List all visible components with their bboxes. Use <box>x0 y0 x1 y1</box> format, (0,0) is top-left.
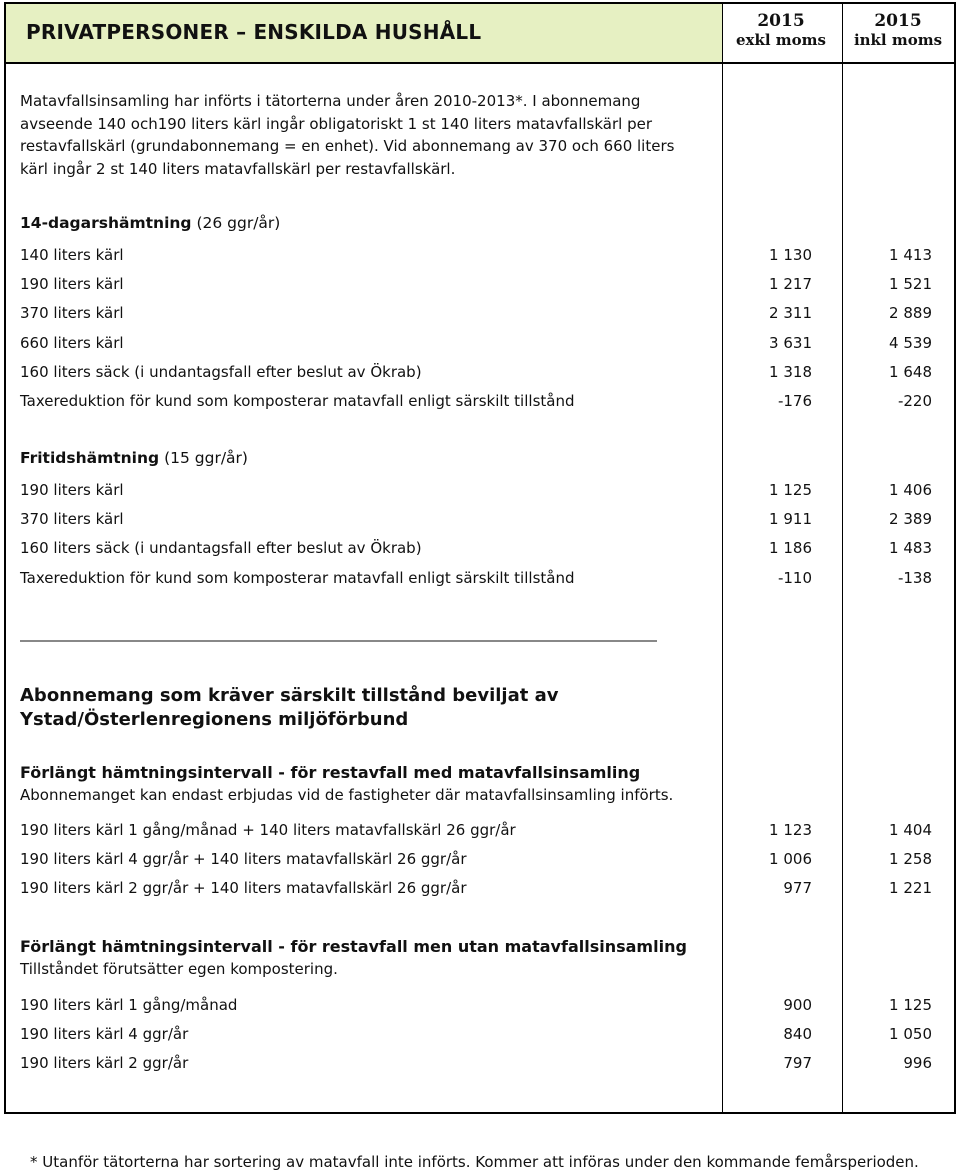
price-exkl-moms: 1 911 <box>769 510 812 529</box>
price-exkl-moms: 1 217 <box>769 275 812 294</box>
price-inkl-moms: 1 648 <box>889 362 932 381</box>
row-label: 160 liters säck (i undantagsfall efter beslut av Ökrab) <box>20 362 422 381</box>
price-inkl-moms: 1 413 <box>889 246 932 264</box>
price-inkl-moms: 1 221 <box>889 879 932 898</box>
price-inkl-moms: 1 125 <box>889 996 932 1014</box>
row-label: 190 liters kärl 1 gång/månad <box>20 996 238 1014</box>
section-suffix: (26 ggr/år) <box>191 214 281 232</box>
row-label: 190 liters kärl 1 gång/månad + 140 liters matavfallskärl 26 ggr/år <box>20 821 516 839</box>
table-row <box>20 569 936 591</box>
price-inkl-moms: 1 050 <box>889 1025 932 1044</box>
table-header <box>6 4 722 64</box>
section-suffix: (15 ggr/år) <box>159 449 248 467</box>
table-row <box>20 304 936 326</box>
section-note-without-food-waste: Tillståndet förutsätter egen kompostering. <box>20 960 338 978</box>
price-inkl-moms: 1 404 <box>889 821 932 839</box>
col-header-exkl <box>722 12 840 49</box>
table-row <box>20 275 936 297</box>
price-exkl-moms: 900 <box>783 996 812 1014</box>
section-note-with-food-waste: Abonnemanget kan endast erbjudas vid de fastigheter där matavfallsinsamling införts. <box>20 786 674 804</box>
price-exkl-moms: -110 <box>777 568 812 587</box>
table-row <box>20 481 936 503</box>
table-row <box>20 539 936 561</box>
section-heading-14-dagars <box>20 214 280 232</box>
price-inkl-moms: 1 258 <box>889 850 932 869</box>
table-row <box>20 879 936 901</box>
price-inkl-moms: 2 889 <box>889 304 932 323</box>
table-row <box>20 1054 936 1076</box>
price-exkl-moms: 1 186 <box>769 539 812 558</box>
table-row <box>20 1025 936 1047</box>
price-inkl-moms: 1 483 <box>889 539 932 558</box>
price-inkl-moms: 1 521 <box>889 275 932 294</box>
row-label: 370 liters kärl <box>20 304 124 323</box>
price-inkl-moms: 996 <box>903 1054 932 1073</box>
row-label: 190 liters kärl 4 ggr/år + 140 liters matavfallskärl 26 ggr/år <box>20 850 467 869</box>
row-label: 660 liters kärl <box>20 333 124 352</box>
section-title: 14-dagarshämtning <box>20 214 192 232</box>
col-header-inkl-year: 2015 <box>874 11 922 31</box>
row-label: Taxereduktion för kund som komposterar matavfall enligt särskilt tillstånd <box>20 392 575 410</box>
price-exkl-moms: 1 125 <box>769 481 812 499</box>
table-row <box>20 850 936 872</box>
row-label: 370 liters kärl <box>20 510 124 529</box>
section-heading-without-food-waste: Förlängt hämtningsintervall - för restavfall men utan matavfallsinsamling <box>20 937 687 956</box>
divider-line <box>20 640 657 642</box>
price-exkl-moms: 1 130 <box>769 246 812 264</box>
price-inkl-moms: -138 <box>897 568 932 587</box>
page-title: PRIVATPERSONER – ENSKILDA HUSHÅLL <box>26 20 482 44</box>
price-inkl-moms: 4 539 <box>889 333 932 352</box>
table-row <box>20 363 936 385</box>
price-exkl-moms: 977 <box>783 879 812 898</box>
price-exkl-moms: 1 123 <box>769 821 812 839</box>
row-label: 190 liters kärl <box>20 481 124 499</box>
table-row <box>20 996 936 1018</box>
row-label: 190 liters kärl 2 ggr/år <box>20 1054 189 1073</box>
table-row <box>20 246 936 268</box>
price-exkl-moms: 2 311 <box>769 304 812 323</box>
header-cell-inkl <box>842 4 954 64</box>
price-exkl-moms: -176 <box>777 392 812 410</box>
row-label: 160 liters säck (i undantagsfall efter beslut av Ökrab) <box>20 539 422 558</box>
row-label: 190 liters kärl <box>20 275 124 294</box>
col-header-exkl-year: 2015 <box>757 11 805 31</box>
header-cell-exkl <box>722 4 842 64</box>
table-row <box>20 821 936 843</box>
table-row <box>20 334 936 356</box>
price-exkl-moms: 3 631 <box>769 333 812 352</box>
special-permit-heading: Abonnemang som kräver särskilt tillstånd beviljat av Ystad/Österlenregionens miljöförbund <box>20 685 559 730</box>
table-row <box>20 510 936 532</box>
col-header-inkl-sub: inkl moms <box>853 30 943 49</box>
price-exkl-moms: 1 318 <box>769 362 812 381</box>
section-heading-with-food-waste: Förlängt hämtningsintervall - för restavfall med matavfallsinsamling <box>20 763 641 782</box>
section-title: Fritidshämtning <box>20 449 160 467</box>
row-label: 190 liters kärl 4 ggr/år <box>20 1025 189 1044</box>
section-heading-fritid <box>20 449 248 467</box>
row-label: Taxereduktion för kund som komposterar matavfall enligt särskilt tillstånd <box>20 568 575 587</box>
price-inkl-moms: -220 <box>897 392 932 410</box>
table-row <box>20 392 936 414</box>
price-inkl-moms: 1 406 <box>889 481 932 499</box>
col-header-inkl <box>839 12 957 49</box>
intro-text: Matavfallsinsamling har införts i tätorterna under åren 2010-2013*. I abonnemang avseende 140 och190 liters kärl ingår obligatoriskt 1 st 140 liters matavfallskärl per restavfallskärl (grundabonnemang = en enhet). Vid abonnemang av 370 och 660 liters kärl ingår 2 st 140 liters matavfallskärl per restavfallskärl. <box>20 92 675 178</box>
row-label: 190 liters kärl 2 ggr/år + 140 liters matavfallskärl 26 ggr/år <box>20 879 467 898</box>
price-exkl-moms: 1 006 <box>769 850 812 869</box>
price-inkl-moms: 2 389 <box>889 510 932 529</box>
row-label: 140 liters kärl <box>20 246 124 264</box>
col-header-exkl-sub: exkl moms <box>736 30 826 49</box>
price-exkl-moms: 840 <box>783 1025 812 1044</box>
price-exkl-moms: 797 <box>783 1054 812 1073</box>
footnote: * Utanför tätorterna har sortering av matavfall inte införts. Kommer att införas under den kommande femårsperioden. <box>30 1153 919 1171</box>
